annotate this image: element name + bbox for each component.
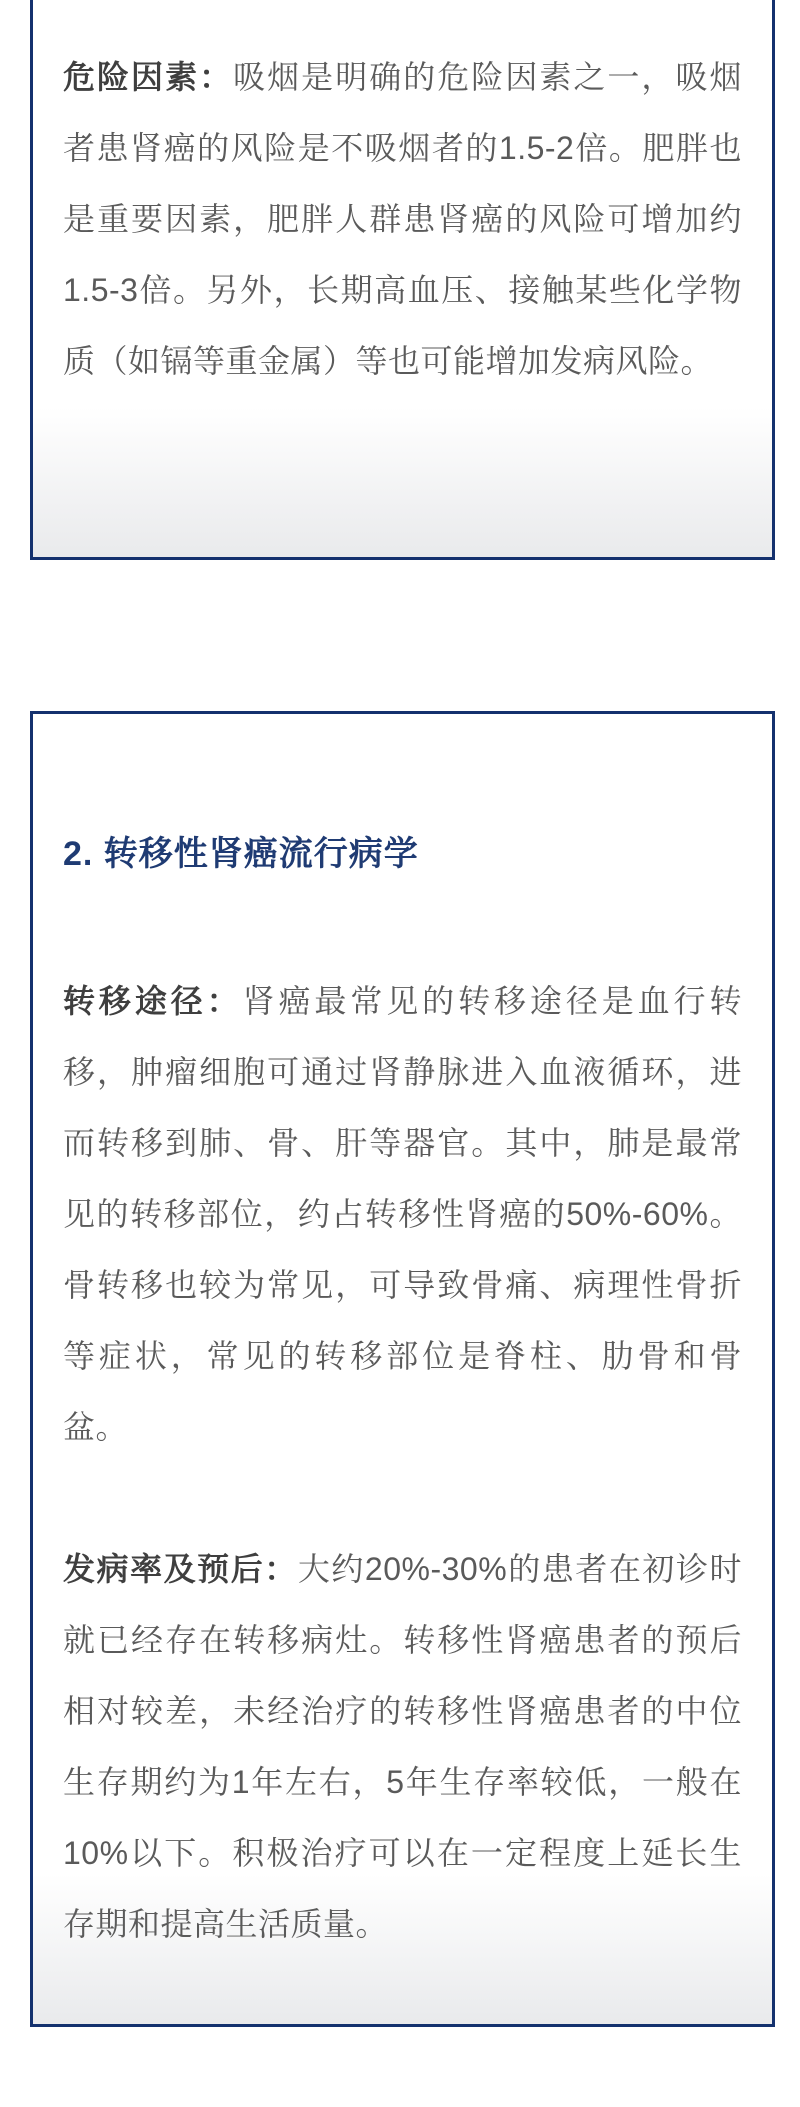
content-card-epidemiology bbox=[30, 711, 775, 2027]
paragraph bbox=[63, 1534, 742, 1960]
paragraph-text: 肾癌最常见的转移途径是血行转移，肿瘤细胞可通过肾静脉进入血液循环，进而转移到肺、骨、肝等器官。其中，肺是最常见的转移部位，约占转移性肾癌的50%-60%。骨转移也较为常见，可导致骨痛、病理性骨折等症状，常见的转移部位是脊柱、肋骨和骨盆。 bbox=[63, 983, 742, 1445]
paragraph bbox=[63, 42, 742, 397]
paragraph bbox=[63, 966, 742, 1463]
paragraph-lead: 发病率及预后： bbox=[63, 1551, 298, 1587]
paragraph-text: 大约20%-30%的患者在初诊时就已经存在转移病灶。转移性肾癌患者的预后相对较差，未经治疗的转移性肾癌患者的中位生存期约为1年左右，5年生存率较低，一般在10%以下。积极治疗可以在一定程度上延长生存期和提高生活质量。 bbox=[63, 1551, 742, 1942]
paragraph-lead: 转移途径： bbox=[63, 983, 243, 1019]
paragraph-text: 吸烟是明确的危险因素之一，吸烟者患肾癌的风险是不吸烟者的1.5-2倍。肥胖也是重要因素，肥胖人群患肾癌的风险可增加约1.5-3倍。另外，长期高血压、接触某些化学物质（如镉等重金属）等也可能增加发病风险。 bbox=[63, 59, 742, 379]
section-heading: 2. 转移性肾癌流行病学 bbox=[63, 835, 419, 873]
content-card-risk-factors bbox=[30, 0, 775, 560]
paragraph-lead: 危险因素： bbox=[63, 59, 234, 95]
